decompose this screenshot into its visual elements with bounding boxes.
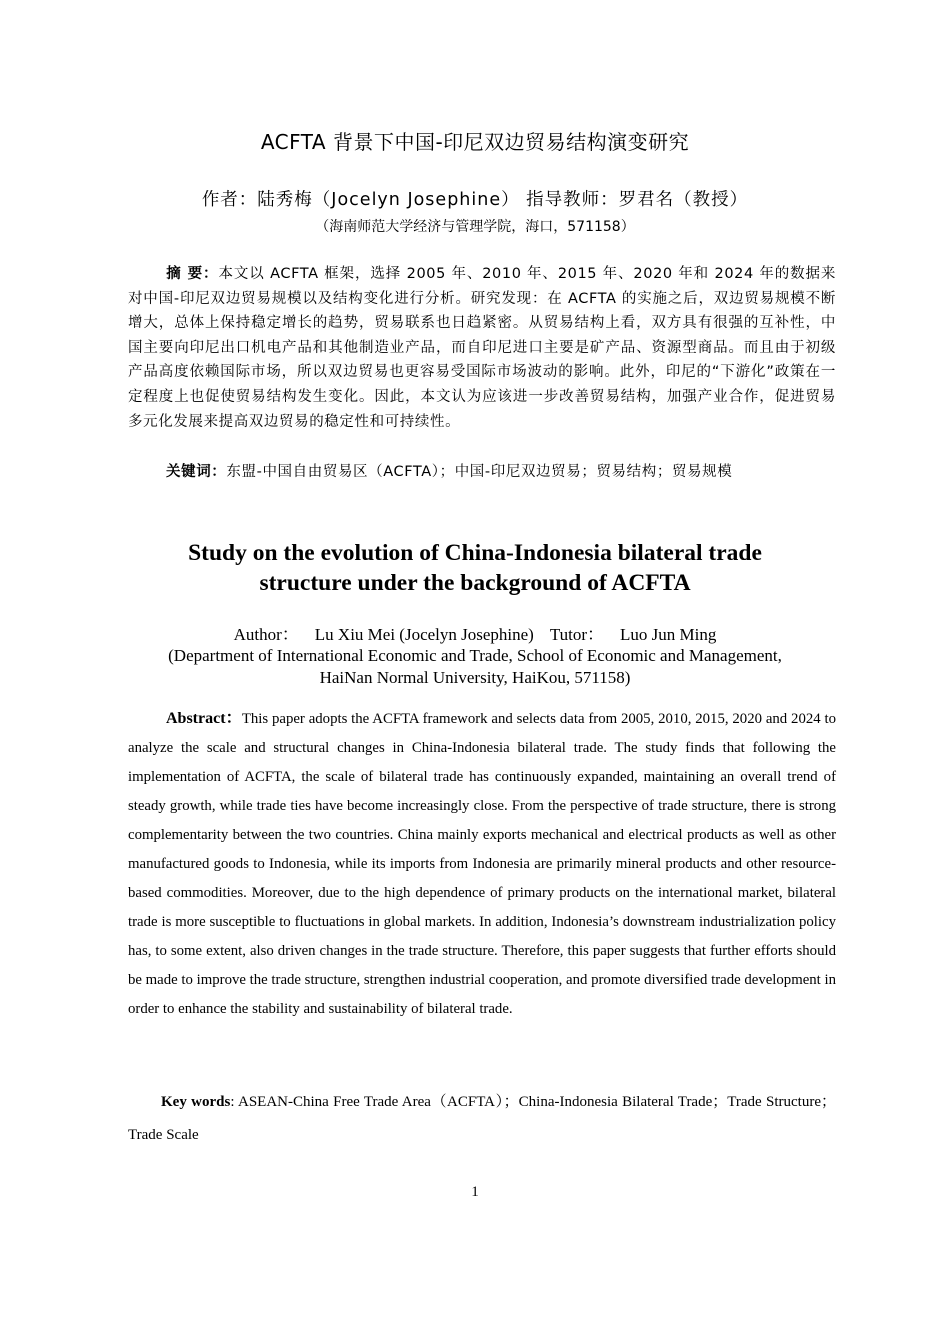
english-title-line-1: Study on the evolution of China-Indonesia bilateral trade [188, 540, 762, 566]
english-keywords [128, 1086, 836, 1152]
tutor-name: Luo Jun Ming [620, 625, 717, 644]
english-title [0, 538, 950, 598]
english-affiliation [0, 645, 950, 689]
chinese-abstract [128, 262, 836, 434]
english-abstract-label: Abstract： [166, 710, 242, 727]
chinese-title: ACFTA 背景下中国-印尼双边贸易结构演变研究 [260, 130, 690, 154]
english-keywords-label: Key words [161, 1094, 231, 1110]
english-abstract-text: This paper adopts the ACFTA framework and selects data from 2005, 2010, 2015, 2020 and 2024 to analyze the scale and structural changes in China-Indonesia bilateral trade. The study finds that following the implementation of ACFTA, the scale of bilateral trade has continuously expanded, maintaining an overall trend of steady growth, while trade ties have become increasingly close. From the perspective of trade structure, there is strong complementarity between the two countries. China mainly exports mechanical and electrical products as well as other manufactured goods to Indonesia, while its imports from Indonesia are primarily mineral products and other resource-based commodities. Moreover, due to the high dependence of primary products on the international market, bilateral trade is more susceptible to fluctuations in global markets. In addition, Indonesia’s downstream industrialization policy has, to some extent, also driven changes in the trade structure. Therefore, this paper suggests that further efforts should be made to improve the trade structure, strengthen industrial cooperation, and promote diversified trade development in order to enhance the stability and sustainability of bilateral trade. [128, 711, 836, 1017]
chinese-keywords [128, 460, 836, 485]
author-name: Lu Xiu Mei (Jocelyn Josephine) [314, 625, 534, 644]
chinese-keywords-label: 关键词： [166, 464, 227, 480]
chinese-abstract-text: 本文以 ACFTA 框架，选择 2005 年、2010 年、2015 年、2020 年和 2024 年的数据来对中国-印尼双边贸易规模以及结构变化进行分析。研究发现：在 ACFTA 的实施之后，双边贸易规模不断增大，总体上保持稳定增长的趋势，贸易联系也日趋紧密。从贸易结构上看，双方具有很强的互补性，中国主要向印尼出口机电产品和其他制造业产品，而自印尼进口主要是矿产品、资源型商品。而且由于初级产品高度依赖国际市场，所以双边贸易也更容易受国际市场波动的影响。此外，印尼的“下游化”政策在一定程度上也促使贸易结构发生变化。因此，本文认为应该进一步改善贸易结构，加强产业合作，促进贸易多元化发展来提高双边贸易的稳定性和可持续性。 [128, 266, 837, 430]
english-author-line [0, 620, 950, 645]
english-title-line-2: structure under the background of ACFTA [259, 570, 691, 596]
chinese-keywords-text: 东盟-中国自由贸易区（ACFTA）；中国-印尼双边贸易；贸易结构；贸易规模 [226, 464, 733, 480]
chinese-affiliation: （海南师范大学经济与管理学院，海口，571158） [315, 219, 635, 235]
author-label: Author： [233, 625, 299, 644]
english-abstract [128, 704, 836, 1024]
english-affiliation-line-2: HaiNan Normal University, HaiKou, 571158) [319, 668, 631, 687]
tutor-label: Tutor： [549, 625, 605, 644]
english-affiliation-line-1: (Department of International Economic and Trade, School of Economic and Management, [168, 646, 782, 665]
chinese-abstract-label: 摘 要： [166, 266, 219, 282]
english-keywords-text: : ASEAN-China Free Trade Area（ACFTA）；China-Indonesia Bilateral Trade；Trade Structure；Trade Scale [128, 1094, 836, 1143]
chinese-author-line: 作者：陆秀梅（Jocelyn Josephine） 指导教师：罗君名（教授） [201, 190, 749, 210]
page-number: 1 [471, 1184, 479, 1200]
